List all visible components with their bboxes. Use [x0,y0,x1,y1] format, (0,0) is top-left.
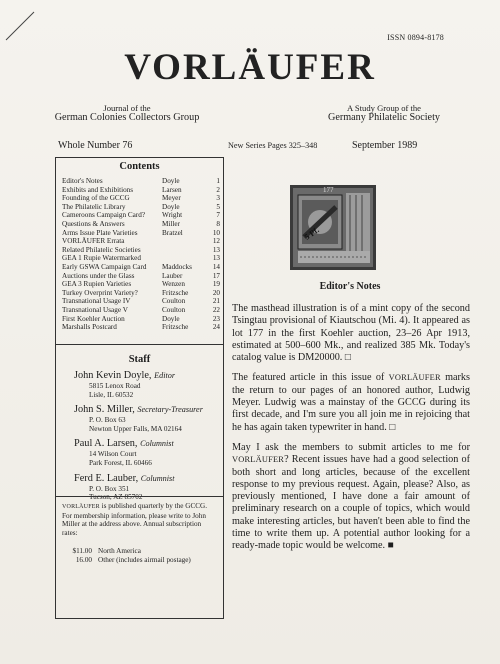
staff-name: John Kevin Doyle, [74,370,152,381]
masthead-stamp-image [290,185,376,270]
contents-row-title: GEA 3 Rupien Varieties [62,280,132,289]
contents-row-author: Lauber [162,271,183,280]
contents-row-title: Transnational Usage V [62,305,128,314]
p2-text-a: The featured article in this issue of [232,372,389,384]
staff-role: Columnist [140,439,174,449]
staff-role: Secretary-Treasurer [137,405,203,415]
rate-label: North America [98,547,141,555]
study-line-2: Germany Philatelic Society [327,112,441,123]
staff-address-1: 5815 Lenox Road [89,382,141,390]
contents-row-author: Larsen [162,185,182,194]
contents-row-author [162,254,204,263]
contents-row-author: Miller [162,219,180,228]
staff-address-2: Newton Upper Falls, MA 02164 [89,424,182,433]
stamp-overprint: 5 Pf. [302,225,321,242]
p3-text-a: May I ask the members to submit articles to me for [232,441,470,453]
contents-row-page: 2 [216,185,220,194]
contents-row-title: Early GSWA Campaign Card [62,262,147,271]
subscription-rates [66,547,191,564]
contents-row [62,186,220,195]
contents-row [62,246,220,255]
staff-address-2: Park Forest, IL 60466 [89,458,152,467]
contents-row-title: First Koehler Auction [62,314,125,323]
contents-row-title: The Philatelic Library [62,202,126,211]
contents-row [62,237,220,246]
whole-number: Whole Number 76 [58,140,133,151]
contents-row-page: 5 [216,202,220,211]
contents-row-author: Wenzen [162,280,185,289]
contents-divider [56,344,223,345]
staff-member [74,404,223,433]
p2-pub-name: VORLÄUFER [388,373,441,383]
contents-row-title: Cameroons Campaign Card? [62,211,146,220]
stamp-lot-number: 177 [323,186,334,194]
contents-row [62,254,220,263]
contents-row [62,263,220,272]
contents-row [62,194,220,203]
contents-row [62,315,220,324]
staff-role: Columnist [140,473,175,483]
contents-row-page: 24 [212,323,220,332]
rate-row [66,547,191,556]
staff-address-1: 14 Wilson Court [89,450,137,459]
contents-row [62,220,220,229]
contents-row-page: 14 [212,262,220,271]
staff-role: Editor [154,371,176,380]
contents-row [62,280,220,289]
contents-row-page: 23 [212,314,220,323]
editors-notes-p3 [232,442,470,553]
staff-member [74,370,223,399]
contents-row-page: 13 [212,254,220,263]
staff-address-1: P. O. Box 63 [89,416,126,425]
contents-row-page: 1 [216,177,220,185]
journal-line-1: Journal of the [103,103,151,113]
staff-divider [56,496,223,497]
staff-member [74,473,223,502]
contents-row [62,229,220,238]
contents-row-page: 19 [212,280,220,289]
rate-label: Other (includes airmail postage) [98,555,191,564]
contents-row-author: Doyle [162,202,180,211]
contents-row-title: Founding of the GCCG [62,194,130,203]
contents-row-title: Transnational Usage IV [62,297,131,306]
issue-date: September 1989 [352,140,418,151]
pen-mark [4,8,38,42]
editors-notes-p1: The masthead illustration is of a mint copy of the second Tsingtau provisional of Kiautschou (Mi. 4). It appeared as lot 177 in the first Koehler auction, 23–26 Apr 1913, estimated at 500–600 Mk., and realized 385 Mk. Today's catalog value is DM20000. □ [232,303,470,364]
contents-row-author: Wright [162,211,183,220]
p3-text-b: ? Recent issues have had a good selection of both short and long articles, because of the excellent response to my previous request. Again, please? Also, as previously mentioned, I have done a fair amount of preliminary research on a couple of topics, which would make interesting articles, but haven't been able to find the time to write them up. A potential author looking for a ready-made topic would be welcome. ■ [232,454,470,552]
study-group-subtitle [304,103,464,123]
pub-text: is published quarterly by the GCCG. For membership information, please write to John Miller at the address above. Annual subscription rates: [62,502,208,537]
contents-row-page: 13 [212,245,220,254]
staff-name: John S. Miller, [74,404,135,416]
contents-row-page: 22 [212,305,220,314]
staff-name: Ferd E. Lauber, [74,472,139,484]
contents-row-page: 7 [216,211,220,220]
contents-row [62,177,220,186]
rate-amount: $11.00 [72,547,92,555]
issn: ISSN 0894-8178 [387,33,444,42]
rate-amount: 16.00 [75,555,92,564]
contents-row-author: Doyle [162,177,180,185]
staff-member [74,438,223,467]
staff-heading: Staff [128,354,151,365]
contents-row-author: Fritzsche [162,323,189,332]
journal-subtitle [42,103,212,123]
contents-row [62,211,220,220]
contents-row-author: Meyer [162,194,181,203]
study-line-1: A Study Group of the [347,103,421,113]
contents-row-author: Fritzsche [162,288,189,297]
contents-row-author: Bratzel [162,228,183,237]
contents-row-page: 12 [212,237,220,246]
contents-row-author: Coulton [162,297,186,306]
contents-row-author: Maddocks [162,262,192,271]
contents-row-title: Related Philatelic Societies [62,245,141,254]
contents-row-author [162,237,204,246]
contents-row-author: Doyle [162,314,180,323]
contents-row-page: 10 [212,228,220,237]
contents-row-title: Arms Issue Plate Varieties [62,228,138,237]
editors-notes-body [232,303,470,561]
contents-heading: Contents [119,161,160,172]
publication-info [62,502,218,537]
contents-row-title: Auctions under the Glass [62,271,135,280]
contents-list [62,177,220,332]
contents-row-page: 17 [212,271,220,280]
contents-row-page: 3 [216,194,220,203]
staff-address-2: Lisle, IL 60532 [89,390,134,399]
contents-row-page: 21 [212,297,220,306]
staff-address-1: P. O. Box 351 [89,484,130,493]
staff-address-2: Tucson, AZ 85702 [89,493,143,502]
contents-row-title: Questions & Answers [62,219,125,228]
contents-row [62,203,220,212]
contents-row-title: GEA 1 Rupie Watermarked [62,254,141,263]
contents-row-page: 8 [216,219,220,228]
series-pages: New Series Pages 325–348 [228,141,318,150]
contents-row [62,272,220,281]
editors-notes-heading: Editor's Notes [319,281,381,292]
contents-row-page: 20 [212,288,220,297]
staff-name: Paul A. Larsen, [74,438,138,450]
contents-row [62,289,220,298]
rate-row [66,556,191,565]
p2-text-b: marks the return to our pages of an honored author, Ludwig Meyer. Ludwig was a mainstay of the GCCG during its first decade, and I'm sure you all join me in rejoicing that he has again taken typewriter in hand. □ [232,372,470,433]
staff-list [56,370,223,507]
contents-row-title: Exhibits and Exhibitions [62,185,134,194]
pub-name: VORLÄUFER [62,504,100,510]
editors-notes-p2 [232,372,470,433]
journal-line-2: German Colonies Collectors Group [54,112,200,123]
contents-row-title: VORLÄUFER Errata [62,237,125,246]
contents-row-author: Coulton [162,305,186,314]
contents-row [62,306,220,315]
p3-pub-name: VORLÄUFER [232,455,285,465]
contents-row-title: Editor's Notes [62,177,103,185]
contents-row-author [162,246,204,255]
contents-row [62,323,220,332]
masthead-title: VORLÄUFER [124,47,376,88]
contents-staff-box [55,157,224,619]
contents-row-title: Marshalls Postcard [62,323,117,332]
contents-row-title: Turkey Overprint Variety? [62,288,138,297]
contents-row [62,297,220,306]
